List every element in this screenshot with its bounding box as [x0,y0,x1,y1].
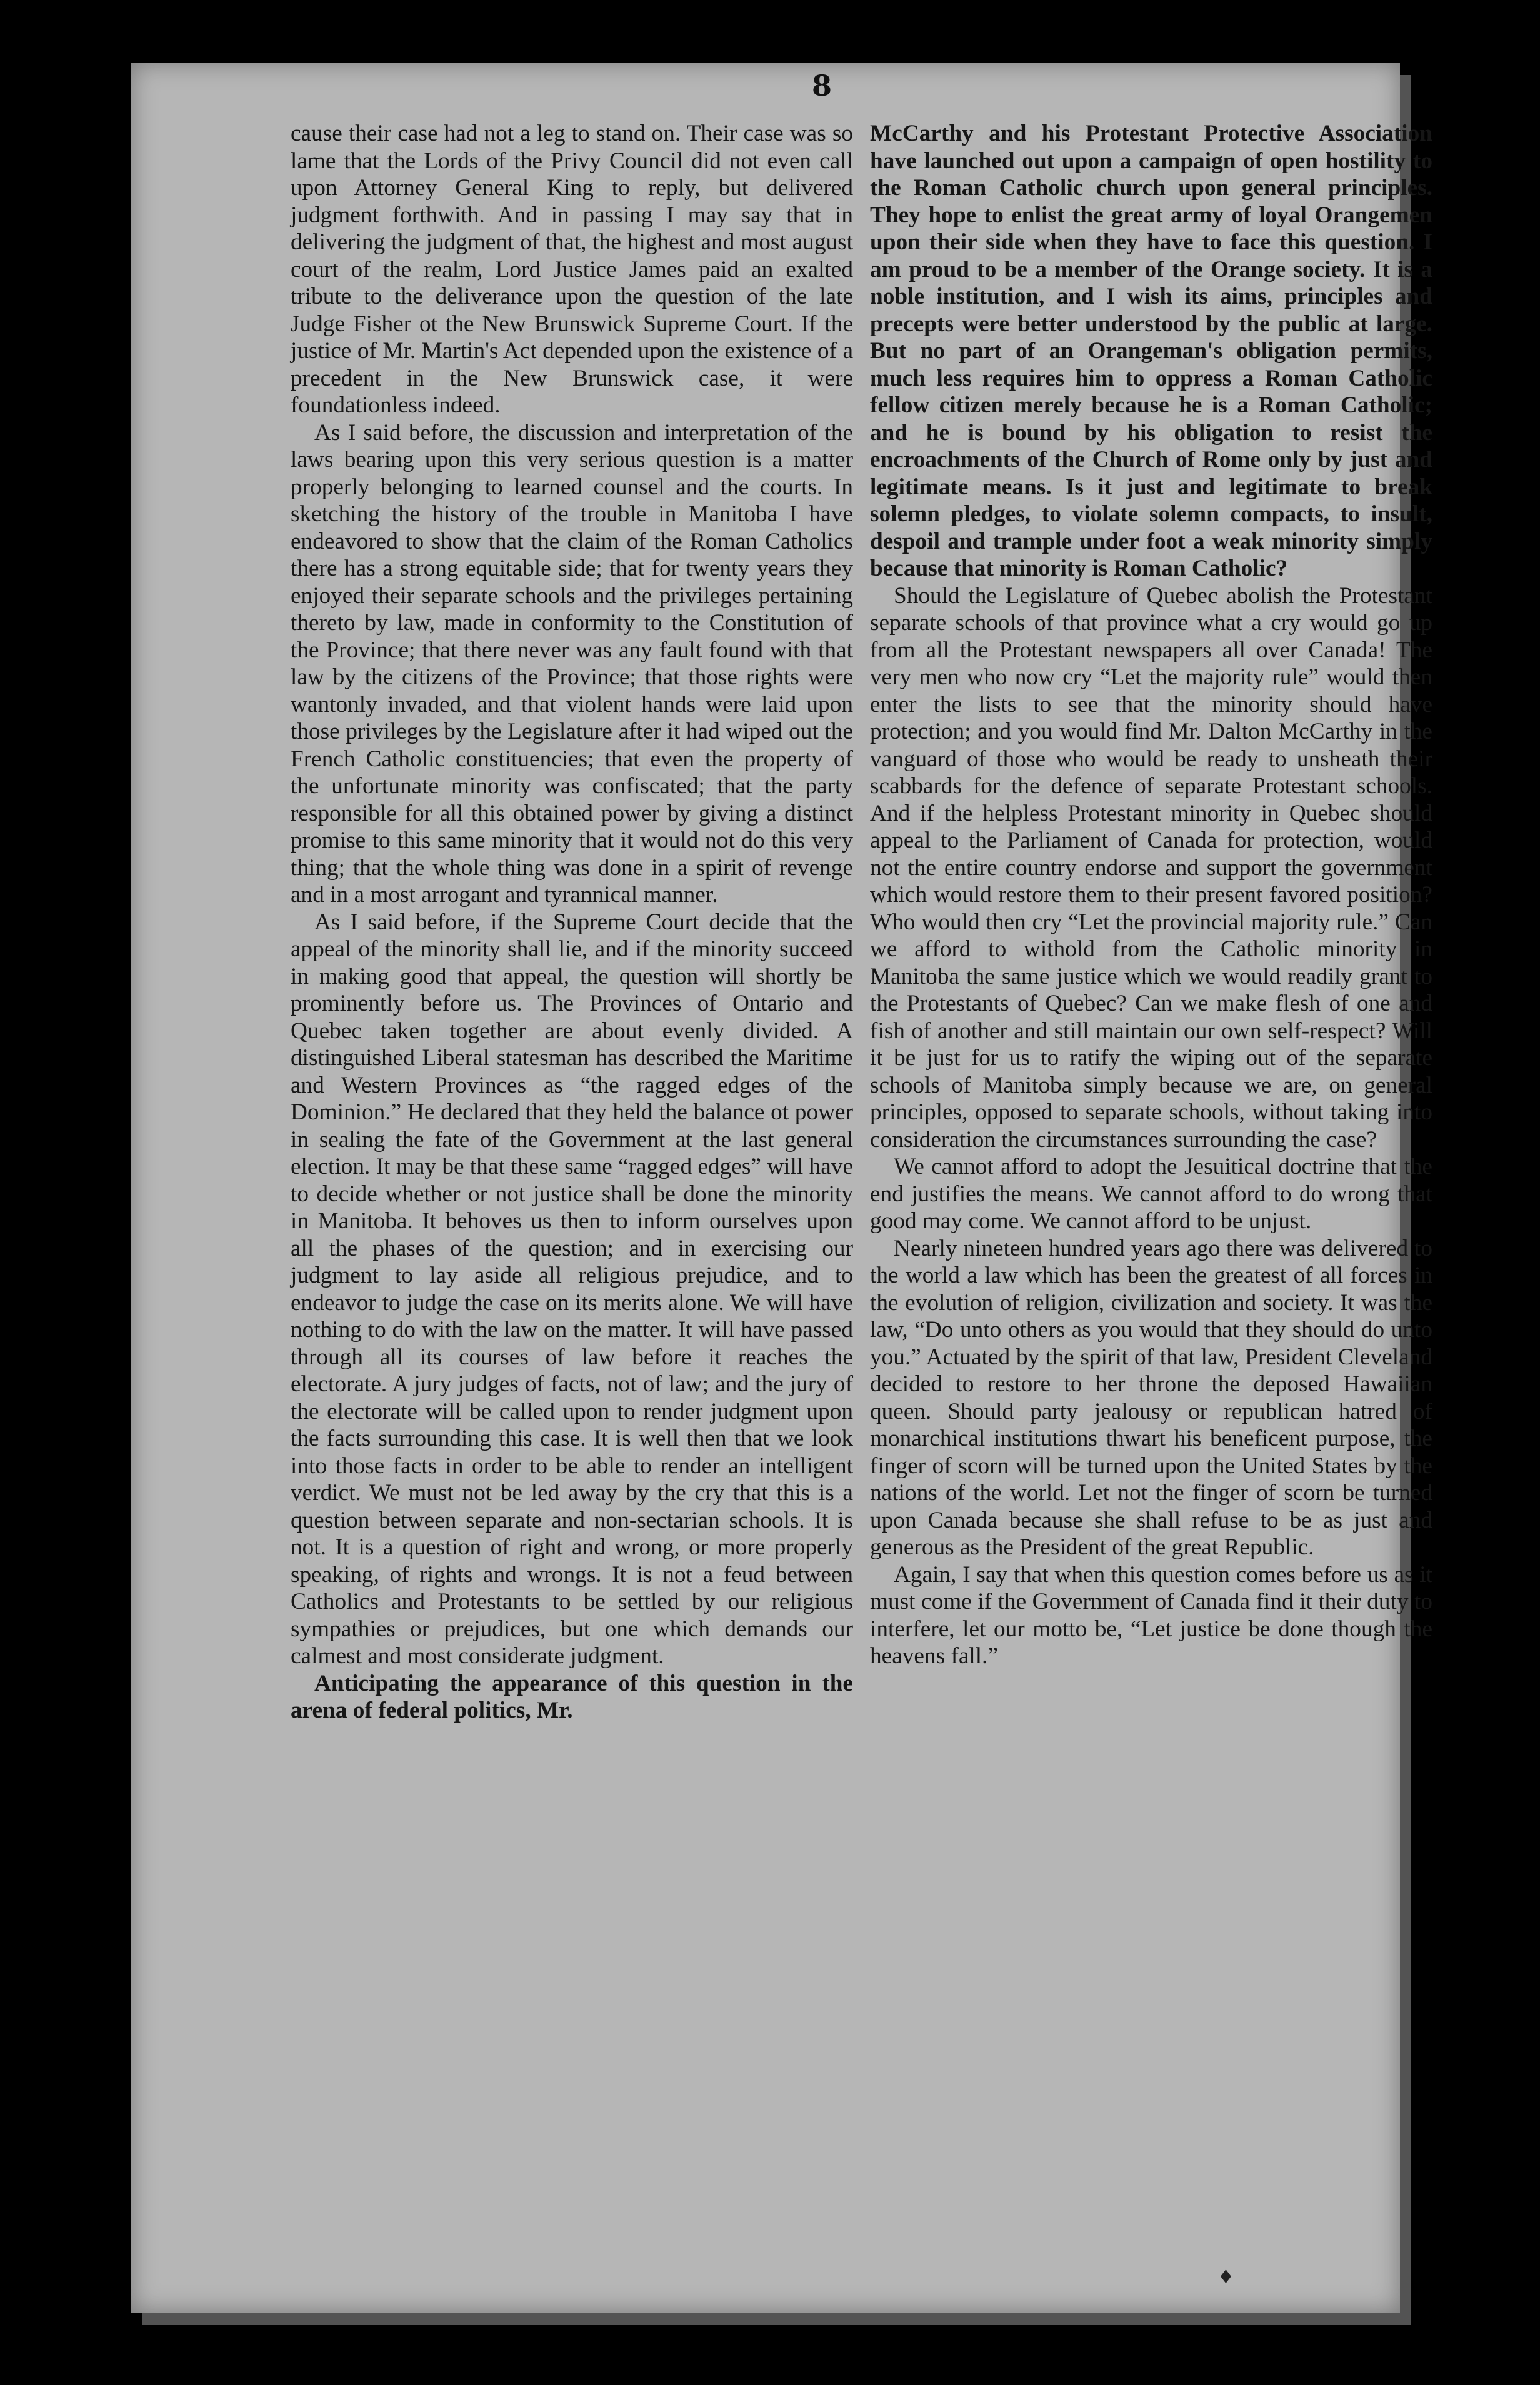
paragraph: As I said before, the discussion and interpretation of the laws bearing upon this very serious question is a matter properly belonging to learned counsel and the courts. In sketching the history of the trouble in Manitoba I have endeavored to show that the claim of the Roman Catholics there has a strong equitable side; that for twenty years they enjoyed their separate schools and the privileges pertaining thereto by law, made in conformity to the Constitution of the Province; that there never was any fault found with that law by the citizens of the Province; that those rights were wantonly invaded, and that violent hands were laid upon those privileges by the Legislature after it had wiped out the French Catholic constituencies; that even the property of the unfortunate minority was confiscated; that the party responsible for all this obtained power by giving a distinct promise to this same minority that it would not do this very thing; that the whole thing was done in a spirit of revenge and in a most arrogant and tyrannical manner. [291,419,853,908]
paragraph: Nearly nineteen hundred years ago there was delivered to the world a law which has been the greatest of all forces in the evolution of religion, civilization and society. It was the law, “Do unto others as you would that they should do unto you.” Actuated by the spirit of that law, President Cleveland decided to restore to her throne the deposed Hawaiian queen. Should party jealousy or republican hatred of monarchical institutions thwart his beneficent purpose, the finger of scorn will be turned upon the United States by the nations of the world. Let not the finger of scorn be turned upon Canada because she shall refuse to be as just and generous as the President of the great Republic. [870,1235,1432,1560]
paragraph: As I said before, if the Supreme Court decide that the appeal of the minority shall lie, and if the minority succeed in making good that appeal, the question will shortly be prominently before us. The Provinces of Ontario and Quebec taken together are about evenly divided. A distinguished Liberal statesman has described the Maritime and Western Provinces as “the ragged edges of the Dominion.” He declared that they held the balance ot power in sealing the fate of the Government at the last general election. It may be that these same “ragged edges” will have to decide whether or not justice shall be done the minority in Manitoba. It behoves us then to inform ourselves upon all the phases of the question; and in exercising our judgment to lay aside all religious prejudice, and to endeavor to judge the case on its merits alone. We will have nothing to do with the law on the matter. It will have passed through all its courses of law before it reaches the electorate. A jury judges of facts, not of law; and the jury of the electorate will be called upon to render judgment upon the facts surrounding this case. It is well then that we look into those facts in order to be able to render an intelligent verdict. We must not be led away by the cry that this is a question between separate and non-sectarian schools. It is not. It is a question of right and wrong, or more properly speaking, of rights and wrongs. It is not a feud between Catholics and Protestants to be settled by our religious sympathies or prejudices, but one which demands our calmest and most considerate judgment. [291,909,853,1669]
paragraph: Anticipating the appearance of this question in the arena of federal politics, Mr. [291,1670,853,1723]
paragraph: We cannot afford to adopt the Jesuitical doctrine that the end justifies the means. We cannot afford to do wrong that good may come. We cannot afford to be unjust. [870,1154,1432,1234]
right-column [870,120,1432,1670]
paragraph: Again, I say that when this question comes before us as it must come if the Government of Canada find it their duty to interfere, let our motto be, “Let justice be done though the heavens fall.” [870,1561,1432,1669]
paragraph: McCarthy and his Protestant Protective Association have launched out upon a campaign of open hostility to the Roman Catholic church upon general principles. They hope to enlist the great army of loyal Orangemen upon their side when they have to face this question. I am proud to be a member of the Orange society. It is a noble institution, and I wish its aims, principles and precepts were better understood by the public at large. But no part of an Orangeman's obligation permits, much less requires him to oppress a Roman Catholic fellow citizen merely because he is a Roman Catholic; and he is bound by his obligation to resist the encroachments of the Church of Rome only by just and legitimate means. Is it just and legitimate to break solemn pledges, to violate solemn compacts, to insult, despoil and trample under foot a weak minority simply because that minority is Roman Catholic? [870,121,1432,581]
paragraph: cause their case had not a leg to stand on. Their case was so lame that the Lords of the Privy Council did not even call upon Attorney General King to reply, but delivered judgment forthwith. And in passing I may say that in delivering the judgment of that, the highest and most august court of the realm, Lord Justice James paid an exalted tribute to the deliverance upon the question of the late Judge Fisher ot the New Brunswick Supreme Court. If the justice of Mr. Martin's Act depended upon the existence of a precedent in the New Brunswick case, it were foundationless indeed. [291,121,853,418]
paragraph: Should the Legislature of Quebec abolish the Protestant separate schools of that province what a cry would go up from all the Protestant newspapers all over Canada! The very men who now cry “Let the majority rule” would then enter the lists to see that the minority should have protection; and you would find Mr. Dalton McCarthy in the vanguard of those who would be ready to unsheath their scabbards for the defence of separate Protestant schools. And if the helpless Protestant minority in Quebec should appeal to the Parliament of Canada for protection, would not the entire country endorse and support the government which would restore them to their present favored position? Who would then cry “Let the provincial majority rule.” Can we afford to withold from the Catholic minority in Manitoba the same justice which we would readily grant to the Protestants of Quebec? Can we make flesh of one and fish of another and still maintain our own self-respect? Will it be just for us to ratify the wiping out of the separate schools of Manitoba simply because we are, on general principles, opposed to separate schools, without taking into consideration the circumstances surrounding the case? [870,582,1432,1152]
page-number: 8 [811,69,832,102]
left-column [291,120,853,1724]
end-mark: ♦ [1218,2266,1234,2288]
